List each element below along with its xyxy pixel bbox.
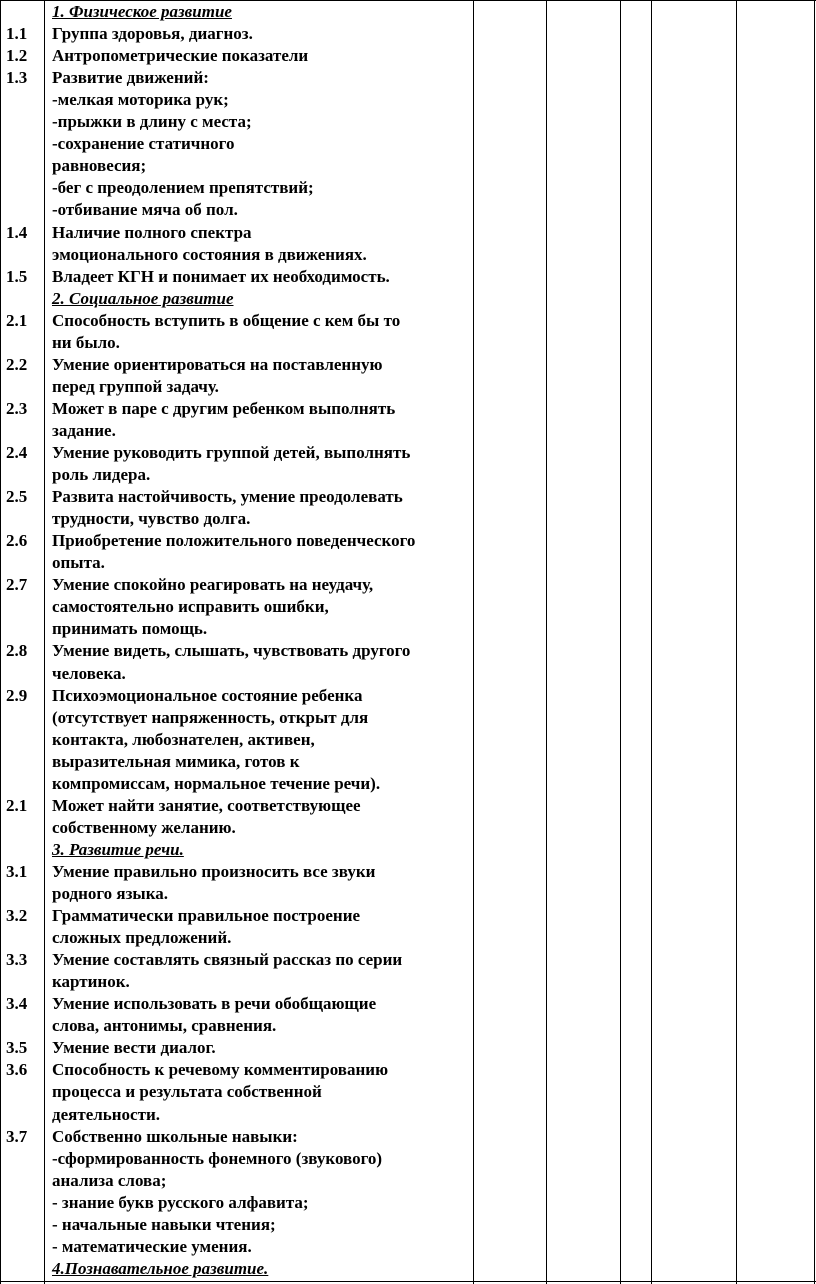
criterion-text: Грамматически правильное построение: [52, 906, 361, 926]
criterion-text: Умение правильно произносить все звуки: [52, 861, 376, 881]
column-divider: [651, 0, 652, 1284]
criterion-number: 2.4: [6, 443, 28, 462]
criterion-text: Умение вести диалог.: [52, 1038, 216, 1058]
criterion-row: [0, 266, 470, 288]
criterion-row: [0, 1126, 470, 1148]
criterion-text: Умение ориентироваться на поставленную: [52, 354, 383, 374]
criterion-number: 1.4: [6, 222, 28, 242]
criterion-row: [0, 155, 470, 177]
criterion-text: Способность вступить в общение с кем бы то: [52, 310, 401, 330]
criterion-text: Группа здоровья, диагноз.: [52, 24, 253, 44]
criterion-row: [0, 244, 470, 266]
criterion-text: эмоционального состояния в движениях.: [52, 244, 367, 264]
criterion-row: [0, 1037, 470, 1059]
criterion-row: [0, 1081, 470, 1103]
criterion-row: [0, 861, 470, 883]
criterion-row: [0, 552, 470, 574]
column-divider: [620, 0, 621, 1284]
criterion-text: Собственно школьные навыки:: [52, 1126, 298, 1146]
criterion-number: 3.5: [6, 1038, 28, 1058]
section-title: 2. Социальное развитие: [52, 288, 234, 308]
criterion-text: -отбивание мяча об пол.: [52, 200, 238, 220]
column-divider: [546, 0, 547, 1284]
table-border-right: [814, 0, 815, 1284]
criterion-text: выразительная мимика, готов к: [52, 751, 300, 771]
criterion-text: Развита настойчивость, умение преодолевать: [52, 487, 403, 507]
section-title: 4.Познавательное развитие.: [52, 1258, 269, 1278]
criterion-number: 2.3: [6, 398, 28, 418]
criterion-text: Психоэмоциональное состояние ребенка: [52, 685, 363, 705]
criterion-number: 2.1: [6, 795, 28, 815]
criterion-text: - математические умения.: [52, 1236, 252, 1256]
criterion-text: самостоятельно исправить ошибки,: [52, 597, 329, 617]
criterion-row: [0, 486, 470, 508]
section-heading-row: [0, 1, 470, 23]
criterion-number: 2.9: [6, 685, 28, 705]
criterion-row: [0, 640, 470, 662]
criterion-number: 1.5: [6, 266, 28, 286]
criterion-row: [0, 111, 470, 133]
criterion-text: контакта, любознателен, активен,: [52, 729, 315, 749]
criterion-row: [0, 1192, 470, 1214]
criterion-text: Умение составлять связный рассказ по серии: [52, 950, 403, 970]
criterion-row: [0, 949, 470, 971]
criterion-text: -сформированность фонемного (звукового): [52, 1148, 383, 1168]
criterion-row: [0, 927, 470, 949]
criterion-row: [0, 1059, 470, 1081]
criterion-row: [0, 332, 470, 354]
criterion-row: [0, 883, 470, 905]
table-border-bottom: [0, 1281, 816, 1282]
criterion-row: [0, 354, 470, 376]
criterion-text: -прыжки в длину с места;: [52, 112, 252, 132]
criterion-row: [0, 1104, 470, 1126]
criterion-row: [0, 1170, 470, 1192]
criterion-row: [0, 596, 470, 618]
criterion-row: [0, 993, 470, 1015]
criterion-text: - знание букв русского алфавита;: [52, 1192, 309, 1212]
criterion-row: [0, 795, 470, 817]
criterion-text: картинок.: [52, 972, 130, 992]
criterion-number: 2.2: [6, 354, 28, 374]
criterion-text: человека.: [52, 663, 126, 683]
section-title: 3. Развитие речи.: [52, 839, 184, 859]
criterion-row: [0, 971, 470, 993]
criterion-text: родного языка.: [52, 884, 168, 903]
criterion-row: [0, 23, 470, 45]
column-divider: [736, 0, 737, 1284]
criterion-row: [0, 1015, 470, 1037]
criterion-row: [0, 663, 470, 685]
criterion-number: 2.5: [6, 487, 28, 507]
criterion-number: 1.2: [6, 46, 28, 66]
criterion-text: Развитие движений:: [52, 68, 209, 88]
criterion-row: [0, 530, 470, 552]
criterion-text: -сохранение статичного: [52, 134, 235, 154]
criterion-text: ни было.: [52, 332, 120, 352]
criterion-number: 2.8: [6, 641, 28, 661]
criterion-row: [0, 707, 470, 729]
criterion-text: процесса и результата собственной: [52, 1082, 322, 1102]
criterion-text: -бег с преодолением препятствий;: [52, 178, 314, 198]
criterion-row: [0, 376, 470, 398]
criterion-text: компромиссам, нормальное течение речи).: [52, 773, 381, 793]
criterion-row: [0, 45, 470, 67]
criterion-text: - начальные навыки чтения;: [52, 1214, 276, 1234]
criterion-row: [0, 1148, 470, 1170]
criterion-text: Умение спокойно реагировать на неудачу,: [52, 575, 374, 595]
criterion-text: собственному желанию.: [52, 817, 236, 837]
criterion-text: анализа слова;: [52, 1170, 167, 1190]
criterion-text: Способность к речевому комментированию: [52, 1060, 389, 1080]
criterion-row: [0, 574, 470, 596]
criterion-row: [0, 1236, 470, 1258]
criterion-row: [0, 751, 470, 773]
criterion-row: [0, 729, 470, 751]
criterion-row: [0, 773, 470, 795]
criterion-row: [0, 817, 470, 839]
criterion-number: 3.7: [6, 1126, 28, 1146]
criterion-text: деятельности.: [52, 1104, 161, 1124]
criterion-row: [0, 89, 470, 111]
criterion-text: перед группой задачу.: [52, 376, 219, 396]
criterion-number: 1.1: [6, 24, 28, 44]
criterion-row: [0, 133, 470, 155]
criterion-text: роль лидера.: [52, 465, 151, 485]
section-heading-row: [0, 288, 470, 310]
criterion-row: [0, 420, 470, 442]
criterion-text: Антропометрические показатели: [52, 46, 309, 66]
criterion-text: Умение руководить группой детей, выполнять: [52, 443, 411, 462]
criterion-row: [0, 310, 470, 332]
criterion-text: Может в паре с другим ребенком выполнять: [52, 398, 396, 418]
criterion-row: [0, 222, 470, 244]
criterion-row: [0, 685, 470, 707]
criterion-number: 3.2: [6, 906, 28, 926]
section-heading-row: [0, 1258, 470, 1280]
criterion-number: 3.6: [6, 1060, 28, 1080]
column-divider: [473, 0, 474, 1284]
criterion-row: [0, 905, 470, 927]
criterion-number: 3.1: [6, 861, 28, 881]
criterion-text: сложных предложений.: [52, 928, 232, 948]
criterion-text: -мелкая моторика рук;: [52, 90, 229, 110]
criterion-text: (отсутствует напряженность, открыт для: [52, 707, 369, 727]
criterion-text: принимать помощь.: [52, 619, 208, 639]
criterion-number: 2.7: [6, 575, 28, 595]
criterion-number: 2.6: [6, 531, 28, 551]
criterion-text: слова, антонимы, сравнения.: [52, 1016, 277, 1036]
criterion-row: [0, 199, 470, 221]
criterion-text: трудности, чувство долга.: [52, 509, 251, 529]
criterion-text: задание.: [52, 420, 116, 440]
criterion-text: Может найти занятие, соответствующее: [52, 795, 361, 815]
criterion-text: Владеет КГН и понимает их необходимость.: [52, 266, 390, 286]
criterion-number: 2.1: [6, 310, 28, 330]
criterion-text: Приобретение положительного поведенческого: [52, 531, 416, 551]
criterion-text: Умение использовать в речи обобщающие: [52, 994, 377, 1014]
criterion-row: [0, 464, 470, 486]
criterion-number: 3.4: [6, 994, 28, 1014]
criterion-text: Умение видеть, слышать, чувствовать другого: [52, 641, 411, 661]
criterion-row: [0, 508, 470, 530]
criterion-row: [0, 618, 470, 640]
criterion-row: [0, 398, 470, 420]
criterion-row: [0, 177, 470, 199]
criterion-row: [0, 67, 470, 89]
criterion-text: Наличие полного спектра: [52, 222, 252, 242]
criterion-row: [0, 1214, 470, 1236]
criterion-number: 1.3: [6, 68, 28, 88]
section-heading-row: [0, 839, 470, 861]
section-title: 1. Физическое развитие: [52, 2, 232, 21]
criterion-text: опыта.: [52, 553, 105, 573]
criterion-number: 3.3: [6, 950, 28, 970]
criterion-text: равновесия;: [52, 156, 147, 176]
criterion-row: [0, 442, 470, 464]
